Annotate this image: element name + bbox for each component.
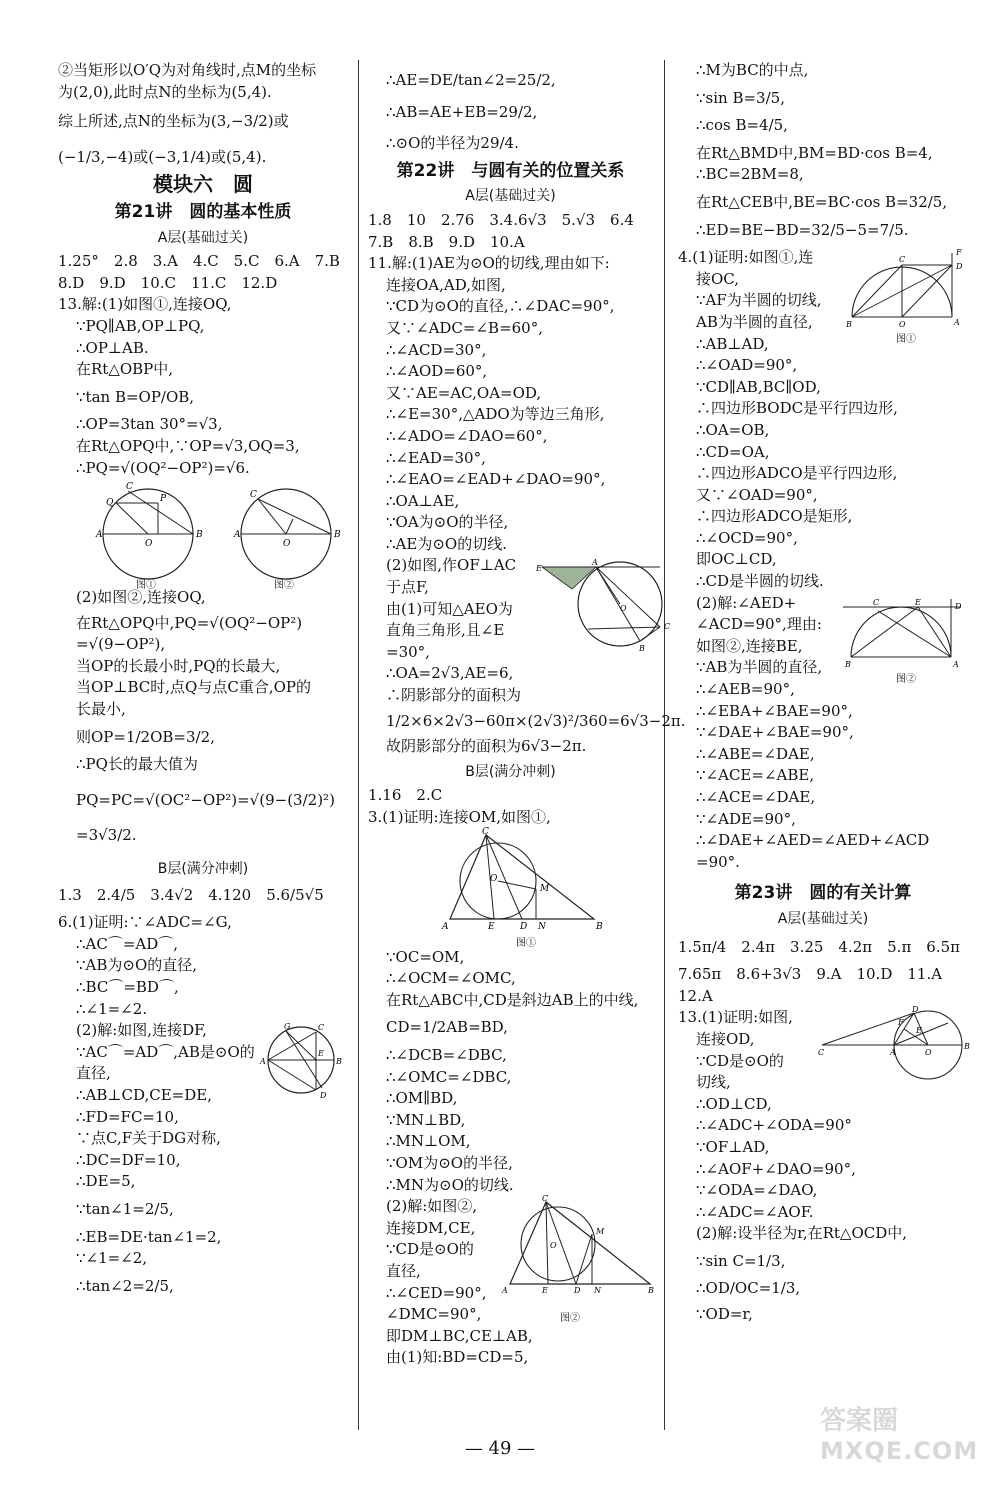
figure-caption: 图② xyxy=(560,1313,580,1325)
step: ∴∠ABE=∠DAE, xyxy=(696,744,815,763)
step: ∵AB为⊙O的直径, xyxy=(76,956,198,975)
step: ∴∠1=∠2. xyxy=(76,999,148,1018)
lecture-21-title: 第21讲 圆的基本性质 xyxy=(114,201,292,222)
svg-text:A: A xyxy=(502,1286,508,1296)
step: ∵tan B=OP/OB, xyxy=(76,387,195,406)
step: ∴EB=DE·tan∠1=2, xyxy=(76,1227,222,1246)
step: 连接OD, xyxy=(696,1029,755,1048)
page-number: — 49 — xyxy=(464,1438,536,1459)
step: 1/2×6×2√3−60π×(2√3)²/360=6√3−2π. xyxy=(386,711,686,730)
step: 在Rt△ABC中,CD是斜边AB上的中线, xyxy=(386,990,639,1009)
question-13: 13.解:(1)如图①,连接OQ, xyxy=(58,295,232,314)
step: ∴∠OCD=90°, xyxy=(696,528,798,547)
step: ∴∠AOF+∠DAO=90°, xyxy=(696,1159,856,1178)
step: ∵∠ACE=∠ABE, xyxy=(696,766,815,785)
question-11: 11.解:(1)AE为⊙O的切线,理由如下: xyxy=(368,254,610,273)
step: 直角三角形,且∠E xyxy=(386,621,505,640)
step: ∵tan∠1=2/5, xyxy=(76,1199,174,1218)
step: ∴DE=5, xyxy=(76,1172,136,1191)
step: ∴OD⊥CD, xyxy=(696,1094,772,1113)
step: ∵CD为⊙O的直径,∴∠DAC=90°, xyxy=(386,297,615,316)
step: ∴∠EBA+∠BAE=90°, xyxy=(696,701,853,720)
step: 直径, xyxy=(76,1064,111,1083)
step: 又∵∠OAD=90°, xyxy=(696,485,818,504)
step: 在Rt△OBP中, xyxy=(76,360,174,379)
step: ∴MN⊥OM, xyxy=(386,1132,471,1151)
step: ∴ED=BE−BD=32/5−5=7/5. xyxy=(696,220,909,239)
svg-text:B: B xyxy=(336,1057,342,1067)
step: ∵OD=r, xyxy=(696,1305,753,1324)
svg-text:C: C xyxy=(664,622,671,632)
svg-text:F: F xyxy=(956,248,962,258)
question-4: 4.(1)证明:如图①,连 xyxy=(678,248,814,267)
svg-text:B: B xyxy=(964,1042,970,1052)
step: 由(1)知:BD=CD=5, xyxy=(386,1348,529,1367)
step: ∵PQ∥AB,OP⊥PQ, xyxy=(76,316,205,335)
step: ∴∠ADO=∠DAO=60°, xyxy=(386,426,548,445)
step: 在Rt△OPQ中,PQ=√(OQ²−OP²) xyxy=(76,613,303,632)
level-b-heading: B层(满分冲刺) xyxy=(465,763,556,780)
svg-text:N: N xyxy=(594,1286,601,1296)
step: ∴AB⊥AD, xyxy=(696,334,769,353)
step: PQ=PC=√(OC²−OP²)=√(9−(3/2)²) xyxy=(76,790,335,809)
svg-text:C: C xyxy=(873,597,880,607)
question-3: 3.(1)证明:连接OM,如图①, xyxy=(368,808,551,826)
module-title: 模块六 圆 xyxy=(153,172,253,197)
step: ∵AB为半圆的直径, xyxy=(696,658,823,677)
svg-text:A: A xyxy=(442,921,449,932)
semicircle-diagram-2 xyxy=(843,599,968,679)
figure-circle-pair xyxy=(58,479,348,592)
figure-caption: 图① xyxy=(516,937,536,949)
svg-text:E: E xyxy=(915,597,921,607)
column-2 xyxy=(368,60,686,1369)
svg-text:A: A xyxy=(890,1048,896,1058)
step: ∴tan∠2=2/5, xyxy=(76,1276,174,1295)
column-divider-left xyxy=(358,60,359,1430)
step: ∴OP⊥AB. xyxy=(76,338,149,357)
svg-text:D: D xyxy=(520,921,528,932)
answer-line: 7.65π 8.6+3√3 9.A 10.D 11.A xyxy=(678,965,943,984)
step: ∵OM为⊙O的半径, xyxy=(386,1153,513,1172)
svg-text:C: C xyxy=(542,1194,549,1204)
svg-text:C: C xyxy=(126,482,133,493)
step: ∴∠ACE=∠DAE, xyxy=(696,788,816,806)
step: ∴BC⌒=BD⌒, xyxy=(76,978,179,996)
column-divider-right xyxy=(664,60,665,1430)
step: ∵∠DAE+∠BAE=90°, xyxy=(696,723,854,742)
step: ∴CD=OA, xyxy=(696,442,770,461)
text-line: ②当矩形以O′Q为对角线时,点M的坐标 xyxy=(58,61,317,79)
step: CD=1/2AB=BD, xyxy=(386,1018,508,1037)
circle-diagram-q6 xyxy=(256,1020,346,1100)
step: ∴∠DAE+∠AED=∠AED+∠ACD xyxy=(696,831,930,850)
figure-caption: 图② xyxy=(274,580,294,592)
text-line: 综上所述,点N的坐标为(3,−3/2)或 xyxy=(58,112,289,131)
figure-q3-1 xyxy=(368,826,653,949)
step: 在Rt△BMD中,BM=BD·cos B=4, xyxy=(696,143,933,162)
step: 如图②,连接BE, xyxy=(696,636,803,655)
step: 当OP的长最小时,PQ的长最大, xyxy=(76,656,281,675)
svg-text:B: B xyxy=(596,921,603,932)
svg-text:A: A xyxy=(953,659,959,669)
step: ∴DC=DF=10, xyxy=(76,1150,181,1169)
step: 则OP=1/2OB=3/2, xyxy=(76,727,215,746)
watermark-logo-text: 答案圈 xyxy=(820,1406,899,1436)
step: ∵CD是⊙O的 xyxy=(386,1240,474,1259)
step: ∴∠E=30°,△ADO为等边三角形, xyxy=(386,405,605,424)
svg-text:C: C xyxy=(818,1048,825,1058)
svg-text:B: B xyxy=(648,1286,654,1296)
step: AB为半圆的直径, xyxy=(696,312,813,331)
triangle-circle-diagram-1 xyxy=(368,826,653,935)
figure-wrap xyxy=(678,593,968,685)
step: 于点F, xyxy=(386,578,429,597)
figure-caption: 图① xyxy=(136,580,156,592)
column-1 xyxy=(58,60,348,1297)
step: ∵OC=OM, xyxy=(386,947,465,966)
answer-line: 1.8 10 2.76 3.4.6√3 5.√3 6.4 xyxy=(368,210,634,229)
step: ∴∠EAO=∠EAD+∠DAO=90°, xyxy=(386,470,606,489)
step: ∴PQ长的最大值为 xyxy=(76,755,198,774)
step: ∵sin C=1/3, xyxy=(696,1251,786,1270)
watermark-url: MXQE.COM xyxy=(820,1437,979,1465)
step: 长最小, xyxy=(76,700,126,719)
svg-text:A: A xyxy=(260,1057,266,1067)
step: ∴AE=DE/tan∠2=25/2, xyxy=(386,71,556,89)
svg-text:E: E xyxy=(536,564,542,574)
step: 连接OA,AD,如图, xyxy=(386,275,506,294)
svg-text:F: F xyxy=(898,1018,904,1028)
step: ∴AC⌒=AD⌒, xyxy=(76,934,179,953)
lecture-22-title: 第22讲 与圆有关的位置关系 xyxy=(396,160,625,181)
level-b-heading: B层(满分冲刺) xyxy=(157,861,249,878)
step: ∴∠OAD=90°, xyxy=(696,356,798,375)
figure-wrap xyxy=(678,1007,968,1093)
svg-text:D: D xyxy=(320,1091,327,1101)
step: ∴∠ACD=30°, xyxy=(386,340,487,359)
step: =3√3/2. xyxy=(76,826,137,845)
step: ∴四边形ADCO是平行四边形, xyxy=(696,464,898,483)
step: ∴OA⊥AE, xyxy=(386,491,460,510)
step: ∵CD∥AB,BC∥OD, xyxy=(696,377,821,396)
svg-text:D: D xyxy=(955,601,962,611)
svg-text:O: O xyxy=(490,873,498,884)
step: ∠DMC=90°, xyxy=(386,1305,482,1324)
step: ∠ACD=90°,理由: xyxy=(696,615,822,634)
step: ∵∠ADE=90°, xyxy=(696,809,796,828)
watermark xyxy=(820,1400,990,1495)
svg-text:D: D xyxy=(574,1286,581,1296)
step: ∴∠ADC+∠ODA=90° xyxy=(696,1116,852,1135)
answer-line: 1.25° 2.8 3.A 4.C 5.C 6.A 7.B xyxy=(58,252,340,271)
text-line: 为(2,0),此时点N的坐标为(5,4). xyxy=(58,82,272,101)
step: 又∵∠ADC=∠B=60°, xyxy=(386,318,543,337)
step: 即OC⊥CD, xyxy=(696,550,777,569)
level-a-heading: A层(基础过关) xyxy=(777,910,869,927)
step: ∴阴影部分的面积为 xyxy=(386,686,522,705)
level-a-heading: A层(基础过关) xyxy=(157,229,249,246)
svg-text:C: C xyxy=(899,255,906,265)
step: ∴四边形BODC是平行四边形, xyxy=(696,399,898,418)
lecture-23-title: 第23讲 圆的有关计算 xyxy=(734,883,912,904)
step: ∴四边形ADCO是矩形, xyxy=(696,507,853,526)
step: ∴∠EAD=30°, xyxy=(386,448,486,467)
answer-line: 1.3 2.4/5 3.4√2 4.120 5.6/5√5 xyxy=(58,885,324,904)
svg-text:C: C xyxy=(250,490,257,501)
svg-text:G: G xyxy=(284,1022,291,1032)
step: ∴OP=3tan 30°=√3, xyxy=(76,415,223,434)
step: =90°. xyxy=(696,852,740,871)
svg-text:O: O xyxy=(925,1048,932,1058)
step: (2)解:如图,连接DF, xyxy=(76,1021,207,1040)
step: ∴AB=AE+EB=29/2, xyxy=(386,102,538,121)
question-13: 13.(1)证明:如图, xyxy=(678,1008,793,1027)
step: (2)解:∠AED+ xyxy=(696,593,797,612)
step: ∴OD/OC=1/3, xyxy=(696,1279,801,1298)
figure-caption: 图② xyxy=(896,673,916,685)
step: (2)如图②,连接OQ, xyxy=(76,588,206,607)
circle-diagram xyxy=(58,479,348,587)
svg-text:O: O xyxy=(620,604,627,614)
svg-text:D: D xyxy=(956,262,963,272)
step: ∴∠OCM=∠OMC, xyxy=(386,969,516,988)
step: ∵MN⊥BD, xyxy=(386,1110,466,1129)
step: ∴∠ADC=∠AOF. xyxy=(696,1202,814,1221)
step: ∵AC⌒=AD⌒,AB是⊙O的 xyxy=(76,1042,255,1061)
svg-text:M: M xyxy=(596,1227,605,1237)
step: ∵AF为半圆的切线, xyxy=(696,291,822,310)
step: (2)解:设半径为r,在Rt△OCD中, xyxy=(696,1224,908,1243)
step: 切线, xyxy=(696,1073,731,1092)
step: ∴CD是半圆的切线. xyxy=(696,572,824,591)
step: ∴∠OMC=∠DBC, xyxy=(386,1067,512,1086)
step: =30°, xyxy=(386,642,430,661)
step: ∵OF⊥AD, xyxy=(696,1137,770,1156)
triangle-circle-diagram-2 xyxy=(502,1196,652,1304)
step: ∴AE为⊙O的切线. xyxy=(386,534,507,553)
step: ∴⊙O的半径为29/4. xyxy=(386,134,519,153)
step: ∴cos B=4/5, xyxy=(696,116,788,135)
svg-text:B: B xyxy=(334,530,341,541)
step: (2)如图,作OF⊥AC xyxy=(386,556,517,575)
text-line: (−1/3,−4)或(−3,1/4)或(5,4). xyxy=(58,147,267,166)
tangent-line-diagram xyxy=(818,1007,968,1079)
figure-wrap xyxy=(368,555,671,663)
step: 故阴影部分的面积为6√3−2π. xyxy=(386,737,587,756)
figure-caption: 图① xyxy=(896,334,916,346)
step: 接OC, xyxy=(696,269,740,288)
answer-line: 8.D 9.D 10.C 11.C 12.D xyxy=(58,273,278,292)
step: ∴OM∥BD, xyxy=(386,1089,458,1108)
svg-text:A: A xyxy=(592,558,598,568)
step: ∴MN为⊙O的切线. xyxy=(386,1175,514,1194)
svg-text:N: N xyxy=(538,921,546,932)
semicircle-diagram-1 xyxy=(844,249,966,337)
step: ∴OA=OB, xyxy=(696,420,770,439)
step: ∵点C,F关于DG对称, xyxy=(76,1129,221,1148)
svg-text:B: B xyxy=(845,659,851,669)
step: (2)解:如图②, xyxy=(386,1197,478,1216)
svg-text:C: C xyxy=(318,1023,325,1033)
step: ∴PQ=√(OQ²−OP²)=√6. xyxy=(76,458,250,477)
step: ∴BC=2BM=8, xyxy=(696,165,804,184)
step: ∴OA=2√3,AE=6, xyxy=(386,664,514,683)
step: ∵OA为⊙O的半径, xyxy=(386,513,509,532)
svg-text:E: E xyxy=(488,921,495,932)
svg-text:M: M xyxy=(540,883,550,894)
step: ∴∠DCB=∠DBC, xyxy=(386,1045,507,1064)
svg-text:B: B xyxy=(639,644,645,654)
answer-line: 1.5π/4 2.4π 3.25 4.2π 5.π 6.5π xyxy=(678,937,961,956)
svg-text:A: A xyxy=(234,530,241,541)
svg-text:O: O xyxy=(899,320,906,330)
svg-text:O: O xyxy=(550,1241,557,1251)
svg-text:A: A xyxy=(954,318,960,328)
svg-text:D: D xyxy=(912,1005,919,1015)
step: ∵CD是⊙O的 xyxy=(696,1051,784,1070)
step: 在Rt△OPQ中,∵OP=√3,OQ=3, xyxy=(76,436,300,455)
column-3 xyxy=(678,60,968,1326)
svg-text:E: E xyxy=(542,1286,548,1296)
svg-text:E: E xyxy=(318,1049,324,1059)
svg-text:C: C xyxy=(482,826,489,837)
figure-wrap xyxy=(368,1196,653,1369)
svg-text:O: O xyxy=(283,539,291,550)
step: 又∵AE=AC,OA=OD, xyxy=(386,383,542,402)
step: 直径, xyxy=(386,1261,421,1280)
step: 当OP⊥BC时,点Q与点C重合,OP的 xyxy=(76,678,311,697)
step: ∴∠CED=90°, xyxy=(386,1283,487,1302)
answer-line: 12.A xyxy=(678,986,713,1005)
step: 即DM⊥BC,CE⊥AB, xyxy=(386,1326,533,1345)
level-a-heading: A层(基础过关) xyxy=(465,188,556,205)
svg-text:P: P xyxy=(160,494,167,505)
step: ∵∠ODA=∠DAO, xyxy=(696,1181,818,1200)
svg-text:A: A xyxy=(96,530,103,541)
answer-line: 1.16 2.C xyxy=(368,786,443,805)
svg-text:B: B xyxy=(196,530,203,541)
svg-text:E: E xyxy=(916,1026,922,1036)
step: ∴AB⊥CD,CE=DE, xyxy=(76,1085,212,1104)
svg-text:O: O xyxy=(145,539,153,550)
step: ∴∠AOD=60°, xyxy=(386,362,488,381)
svg-text:Q: Q xyxy=(106,498,114,509)
step: 在Rt△CEB中,BE=BC·cos B=32/5, xyxy=(696,192,948,211)
tangent-diagram xyxy=(536,559,671,654)
step: 由(1)可知△AEO为 xyxy=(386,599,513,618)
step: ∵∠1=∠2, xyxy=(76,1249,148,1268)
svg-text:B: B xyxy=(846,320,852,330)
step: ∴∠AEB=90°, xyxy=(696,680,795,699)
step: ∴M为BC的中点, xyxy=(696,61,809,79)
question-6: 6.(1)证明:∵∠ADC=∠G, xyxy=(58,913,232,932)
step: =√(9−OP²), xyxy=(76,635,166,654)
answer-line: 7.B 8.B 9.D 10.A xyxy=(368,232,525,251)
step: ∴FD=FC=10, xyxy=(76,1107,179,1126)
step: 连接DM,CE, xyxy=(386,1218,476,1237)
step: ∵sin B=3/5, xyxy=(696,88,785,107)
